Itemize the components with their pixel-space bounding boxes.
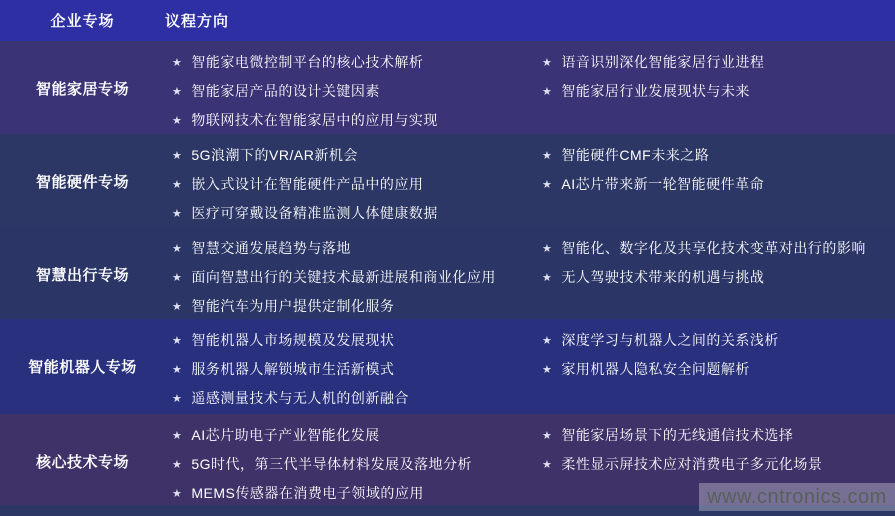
star-icon: ★ xyxy=(542,335,553,347)
star-icon: ★ xyxy=(172,393,183,405)
star-icon: ★ xyxy=(172,150,183,162)
agenda-item xyxy=(172,422,535,451)
agenda-item-text: 嵌入式设计在智能硬件产品中的应用 xyxy=(191,176,424,192)
agenda-item xyxy=(172,451,535,480)
agenda-item xyxy=(542,78,895,107)
watermark-band xyxy=(699,483,895,511)
agenda-item-text: AI芯片助电子产业智能化发展 xyxy=(191,427,380,443)
agenda-item-text: 智能化、数字化及共享化技术变革对出行的影响 xyxy=(561,240,866,256)
star-icon: ★ xyxy=(172,243,183,255)
agenda-list-left xyxy=(165,414,535,509)
session-name: 核心技术专场 xyxy=(35,454,129,471)
agenda-item xyxy=(172,142,535,171)
star-icon: ★ xyxy=(542,57,553,69)
agenda-item-text: 无人驾驶技术带来的机遇与挑战 xyxy=(561,269,765,285)
session-row-smart-robot xyxy=(0,319,895,414)
agenda-item-text: 服务机器人解锁城市生活新模式 xyxy=(191,361,395,377)
agenda-item xyxy=(172,293,535,322)
star-icon: ★ xyxy=(172,459,183,471)
agenda-item xyxy=(172,385,535,414)
agenda-item-text: 物联网技术在智能家居中的应用与实现 xyxy=(191,112,438,128)
star-icon: ★ xyxy=(172,179,183,191)
agenda-item xyxy=(172,327,535,356)
star-icon: ★ xyxy=(172,430,183,442)
agenda-item xyxy=(172,235,535,264)
table-header xyxy=(0,0,895,41)
star-icon: ★ xyxy=(172,57,183,69)
header-agenda-column: 议程方向 xyxy=(165,13,230,30)
agenda-item-text: 智能硬件CMF未来之路 xyxy=(561,147,710,163)
star-icon: ★ xyxy=(542,150,553,162)
agenda-item xyxy=(542,327,895,356)
agenda-item-text: 智能家居场景下的无线通信技术选择 xyxy=(561,427,794,443)
session-name: 智能机器人专场 xyxy=(28,359,137,376)
agenda-item-text: AI芯片带来新一轮智能硬件革命 xyxy=(561,176,765,192)
agenda-item-text: 智能家居行业发展现状与未来 xyxy=(561,83,750,99)
agenda-item xyxy=(172,480,535,509)
agenda-item xyxy=(542,451,895,480)
agenda-item xyxy=(542,171,895,200)
agenda-list-left xyxy=(165,227,535,322)
session-row-smart-home xyxy=(0,41,895,134)
star-icon: ★ xyxy=(542,364,553,376)
watermark-text: www.cntronics.com xyxy=(707,485,887,508)
agenda-item-text: 智能家电微控制平台的核心技术解析 xyxy=(191,54,424,70)
agenda-item xyxy=(172,171,535,200)
session-name: 智慧出行专场 xyxy=(35,267,129,284)
agenda-list-left xyxy=(165,41,535,136)
header-session-column: 企业专场 xyxy=(50,13,115,30)
agenda-item-text: 面向智慧出行的关键技术最新进展和商业化应用 xyxy=(191,269,496,285)
agenda-item-text: 智能家居产品的设计关键因素 xyxy=(191,83,380,99)
agenda-item xyxy=(542,422,895,451)
star-icon: ★ xyxy=(172,86,183,98)
agenda-item-text: 智慧交通发展趋势与落地 xyxy=(191,240,351,256)
star-icon: ★ xyxy=(542,243,553,255)
star-icon: ★ xyxy=(172,301,183,313)
agenda-list-left xyxy=(165,134,535,229)
agenda-item-text: 智能机器人市场规模及发展现状 xyxy=(191,332,395,348)
agenda-item-text: 家用机器人隐私安全问题解析 xyxy=(561,361,750,377)
session-row-smart-mobility xyxy=(0,227,895,319)
agenda-item xyxy=(542,142,895,171)
agenda-item xyxy=(542,235,895,264)
star-icon: ★ xyxy=(172,115,183,127)
star-icon: ★ xyxy=(542,272,553,284)
star-icon: ★ xyxy=(542,430,553,442)
star-icon: ★ xyxy=(542,459,553,471)
agenda-item xyxy=(542,356,895,385)
agenda-item xyxy=(172,264,535,293)
star-icon: ★ xyxy=(172,335,183,347)
agenda-item xyxy=(172,107,535,136)
session-name: 智能家居专场 xyxy=(35,81,129,98)
star-icon: ★ xyxy=(172,488,183,500)
star-icon: ★ xyxy=(542,179,553,191)
agenda-list-right xyxy=(535,134,895,229)
agenda-item xyxy=(172,78,535,107)
agenda-item-text: 深度学习与机器人之间的关系浅析 xyxy=(561,332,779,348)
agenda-item-text: 柔性显示屏技术应对消费电子多元化场景 xyxy=(561,456,823,472)
agenda-item-text: 语音识别深化智能家居行业进程 xyxy=(561,54,765,70)
star-icon: ★ xyxy=(172,208,183,220)
agenda-item-text: 智能汽车为用户提供定制化服务 xyxy=(191,298,395,314)
star-icon: ★ xyxy=(172,364,183,376)
session-name: 智能硬件专场 xyxy=(35,174,129,191)
agenda-list-right xyxy=(535,227,895,322)
agenda-item-text: 5G浪潮下的VR/AR新机会 xyxy=(191,147,358,163)
agenda-list-left xyxy=(165,319,535,414)
agenda-item xyxy=(542,49,895,78)
session-row-smart-hardware xyxy=(0,134,895,227)
agenda-item xyxy=(172,200,535,229)
agenda-item xyxy=(172,356,535,385)
agenda-item xyxy=(542,264,895,293)
star-icon: ★ xyxy=(172,272,183,284)
agenda-item-text: 5G时代，第三代半导体材料发展及落地分析 xyxy=(191,456,473,472)
agenda-list-right xyxy=(535,319,895,414)
agenda-item-text: 医疗可穿戴设备精准监测人体健康数据 xyxy=(191,205,438,221)
agenda-list-right xyxy=(535,41,895,136)
agenda-item-text: MEMS传感器在消费电子领域的应用 xyxy=(191,485,424,501)
agenda-item xyxy=(172,49,535,78)
star-icon: ★ xyxy=(542,86,553,98)
agenda-item-text: 遥感测量技术与无人机的创新融合 xyxy=(191,390,409,406)
